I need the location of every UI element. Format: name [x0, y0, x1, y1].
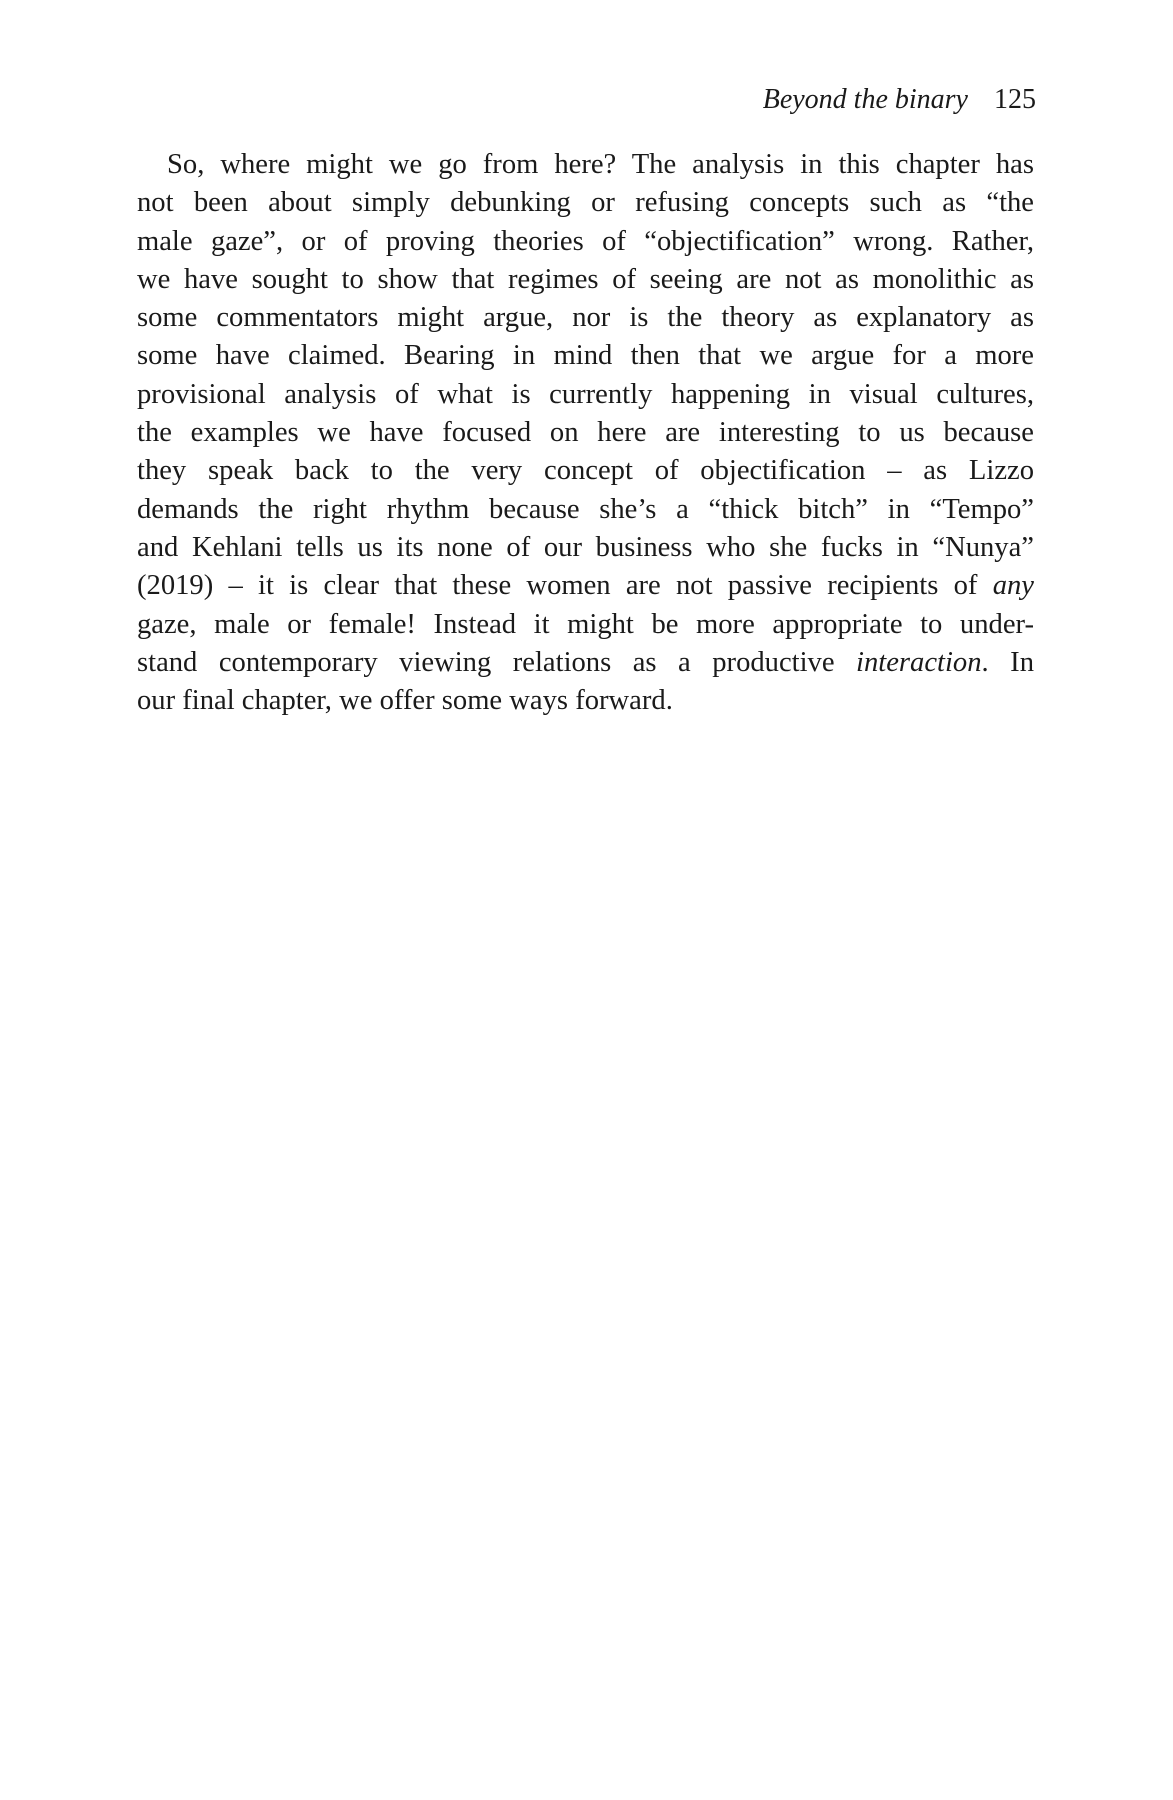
paragraph-line: our final chapter, we offer some ways forward.	[137, 685, 673, 717]
paragraph-line: So, where might we go from here? The analysis in this chapter has	[167, 149, 1034, 180]
paragraph-line: not been about simply debunking or refusing concepts such as “the	[137, 187, 1034, 219]
paragraph-line: the examples we have focused on here are interesting to us because	[137, 417, 1034, 449]
paragraph-line: stand contemporary viewing relations as a productive interaction. In	[137, 646, 1034, 678]
paragraph-line: (2019) – it is clear that these women are not passive recipients of any	[137, 570, 1034, 602]
body-paragraph	[137, 146, 1034, 720]
running-title: Beyond the binary	[762, 84, 968, 115]
running-head	[763, 82, 1036, 118]
paragraph-line: we have sought to show that regimes of seeing are not as monolithic as	[137, 263, 1034, 295]
page-number: 125	[994, 84, 1036, 115]
paragraph-line: some commentators might argue, nor is the theory as explanatory as	[137, 302, 1034, 334]
emphasis-any: any	[992, 570, 1034, 602]
paragraph-line: male gaze”, or of proving theories of “objectification” wrong. Rather,	[137, 225, 1034, 257]
paragraph-line: some have claimed. Bearing in mind then that we argue for a more	[137, 340, 1034, 372]
paragraph-line: gaze, male or female! Instead it might be more appropriate to under-	[137, 608, 1034, 640]
paragraph-line: they speak back to the very concept of objectification – as Lizzo	[137, 455, 1034, 487]
paragraph-line: provisional analysis of what is currently happening in visual cultures,	[137, 378, 1034, 410]
paragraph-line: demands the right rhythm because she’s a “thick bitch” in “Tempo”	[137, 493, 1034, 525]
emphasis-interaction: interaction	[856, 646, 982, 678]
paragraph-line: and Kehlani tells us its none of our business who she fucks in “Nunya”	[137, 531, 1034, 563]
